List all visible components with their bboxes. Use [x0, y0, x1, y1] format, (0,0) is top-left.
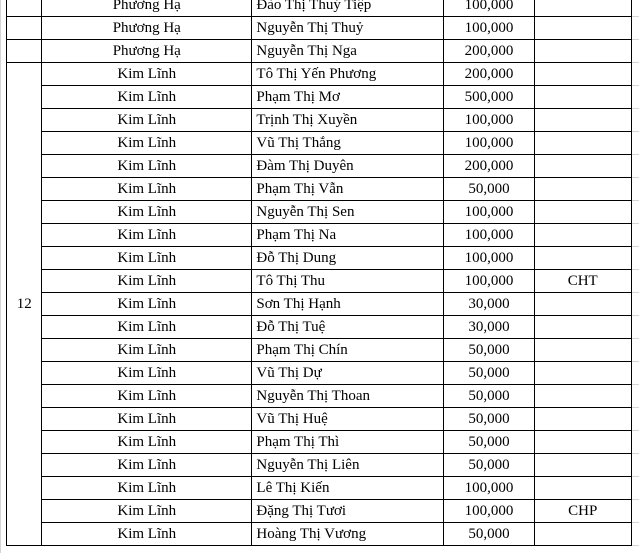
table-row[interactable]	[1, 155, 639, 178]
name-cell[interactable]: Đặng Thị Tươi	[252, 500, 444, 523]
amount-cell[interactable]: 100,000	[444, 109, 534, 132]
table-row[interactable]	[1, 523, 639, 546]
note-cell[interactable]	[534, 385, 631, 408]
row-gap-cell	[1, 224, 7, 247]
name-cell[interactable]: Vũ Thị Huệ	[252, 408, 444, 431]
note-cell[interactable]	[534, 477, 631, 500]
name-cell[interactable]: Tô Thị Thu	[252, 270, 444, 293]
table-row[interactable]	[1, 477, 639, 500]
amount-cell[interactable]: 50,000	[444, 362, 534, 385]
note-cell[interactable]	[534, 224, 631, 247]
row-gap-cell	[1, 293, 7, 316]
table-body	[1, 0, 639, 546]
row-gap-cell	[1, 270, 7, 293]
unit-cell[interactable]: Kim Lĩnh	[42, 316, 252, 339]
unit-cell[interactable]: Kim Lĩnh	[42, 477, 252, 500]
table-row[interactable]	[1, 63, 639, 86]
unit-cell[interactable]: Kim Lĩnh	[42, 454, 252, 477]
amount-cell[interactable]: 500,000	[444, 86, 534, 109]
name-cell[interactable]: Nguyễn Thị Nga	[252, 40, 444, 63]
stt-cell[interactable]	[7, 40, 42, 63]
note-cell[interactable]	[534, 408, 631, 431]
unit-cell[interactable]: Kim Lĩnh	[42, 408, 252, 431]
table-row[interactable]	[1, 224, 639, 247]
note-cell[interactable]	[534, 178, 631, 201]
note-cell[interactable]	[534, 247, 631, 270]
table-row[interactable]	[1, 316, 639, 339]
name-cell[interactable]: Lê Thị Kiến	[252, 477, 444, 500]
table-row[interactable]	[1, 408, 639, 431]
row-gap-cell	[1, 431, 7, 454]
unit-cell[interactable]: Phương Hạ	[42, 40, 252, 63]
note-cell[interactable]	[534, 63, 631, 86]
amount-cell[interactable]: 50,000	[444, 339, 534, 362]
row-gap-cell	[1, 408, 7, 431]
amount-cell[interactable]: 100,000	[444, 132, 534, 155]
stt-cell[interactable]	[7, 17, 42, 40]
row-edge-cell	[631, 293, 639, 316]
unit-cell[interactable]: Kim Lĩnh	[42, 178, 252, 201]
row-gap-cell	[1, 132, 7, 155]
amount-cell[interactable]: 100,000	[444, 247, 534, 270]
row-gap-cell	[1, 500, 7, 523]
name-cell[interactable]: Vũ Thị Thắng	[252, 132, 444, 155]
amount-cell[interactable]: 100,000	[444, 201, 534, 224]
table-row[interactable]	[1, 247, 639, 270]
table-row[interactable]	[1, 431, 639, 454]
row-gap-cell	[1, 109, 7, 132]
row-edge-cell	[631, 247, 639, 270]
unit-cell[interactable]: Kim Lĩnh	[42, 431, 252, 454]
name-cell[interactable]: Phạm Thị Thì	[252, 431, 444, 454]
row-gap-cell	[1, 362, 7, 385]
name-cell[interactable]: Phạm Thị Chín	[252, 339, 444, 362]
unit-cell[interactable]: Kim Lĩnh	[42, 523, 252, 546]
row-edge-cell	[631, 224, 639, 247]
amount-cell[interactable]: 200,000	[444, 40, 534, 63]
unit-cell[interactable]: Kim Lĩnh	[42, 270, 252, 293]
row-gap-cell	[1, 339, 7, 362]
row-gap-cell	[1, 523, 7, 546]
row-edge-cell	[631, 339, 639, 362]
unit-cell[interactable]: Kim Lĩnh	[42, 132, 252, 155]
amount-cell[interactable]: 50,000	[444, 523, 534, 546]
note-cell[interactable]: CHT	[534, 270, 631, 293]
row-edge-cell	[631, 477, 639, 500]
row-edge-cell	[631, 86, 639, 109]
amount-cell[interactable]: 50,000	[444, 385, 534, 408]
table-row[interactable]	[1, 270, 639, 293]
table-row[interactable]	[1, 500, 639, 523]
unit-cell[interactable]: Kim Lĩnh	[42, 339, 252, 362]
note-cell[interactable]	[534, 316, 631, 339]
row-edge-cell	[631, 40, 639, 63]
unit-cell[interactable]: Kim Lĩnh	[42, 293, 252, 316]
note-cell[interactable]	[534, 362, 631, 385]
unit-cell[interactable]: Kim Lĩnh	[42, 362, 252, 385]
row-gap-cell	[1, 155, 7, 178]
amount-cell[interactable]: 100,000	[444, 0, 534, 17]
row-gap-cell	[1, 477, 7, 500]
row-edge-cell	[631, 155, 639, 178]
name-cell[interactable]: Nguyễn Thị Sen	[252, 201, 444, 224]
row-edge-cell	[631, 109, 639, 132]
row-gap-cell	[1, 178, 7, 201]
row-edge-cell	[631, 454, 639, 477]
name-cell[interactable]: Đàm Thị Duyên	[252, 155, 444, 178]
row-edge-cell	[631, 270, 639, 293]
amount-cell[interactable]: 100,000	[444, 270, 534, 293]
unit-cell[interactable]: Kim Lĩnh	[42, 86, 252, 109]
name-cell[interactable]: Nguyễn Thị Thuỷ	[252, 17, 444, 40]
note-cell[interactable]	[534, 431, 631, 454]
note-cell[interactable]	[534, 155, 631, 178]
unit-cell[interactable]: Phương Hạ	[42, 17, 252, 40]
name-cell[interactable]: Đỗ Thị Dung	[252, 247, 444, 270]
note-cell[interactable]	[534, 86, 631, 109]
row-edge-cell	[631, 0, 639, 17]
amount-cell[interactable]: 30,000	[444, 316, 534, 339]
row-gap-cell	[1, 316, 7, 339]
unit-cell[interactable]: Kim Lĩnh	[42, 385, 252, 408]
table-row[interactable]	[1, 201, 639, 224]
row-edge-cell	[631, 201, 639, 224]
amount-cell[interactable]: 100,000	[444, 17, 534, 40]
name-cell[interactable]: Hoàng Thị Vương	[252, 523, 444, 546]
row-edge-cell	[631, 316, 639, 339]
note-cell[interactable]	[534, 40, 631, 63]
note-cell[interactable]	[534, 0, 631, 17]
unit-cell[interactable]: Kim Lĩnh	[42, 224, 252, 247]
row-edge-cell	[631, 132, 639, 155]
note-cell[interactable]	[534, 17, 631, 40]
row-edge-cell	[631, 362, 639, 385]
unit-cell[interactable]: Phương Hạ	[42, 0, 252, 17]
stt-cell-group[interactable]: 12	[7, 63, 42, 546]
table-row[interactable]	[1, 17, 639, 40]
amount-cell[interactable]: 100,000	[444, 477, 534, 500]
table-row[interactable]	[1, 362, 639, 385]
row-edge-cell	[631, 431, 639, 454]
note-cell[interactable]	[534, 132, 631, 155]
table-row[interactable]	[1, 132, 639, 155]
name-cell[interactable]: Vũ Thị Dự	[252, 362, 444, 385]
note-cell[interactable]: CHP	[534, 500, 631, 523]
note-cell[interactable]	[534, 523, 631, 546]
note-cell[interactable]	[534, 201, 631, 224]
name-cell[interactable]: Phạm Thị Vẫn	[252, 178, 444, 201]
unit-cell[interactable]: Kim Lĩnh	[42, 247, 252, 270]
note-cell[interactable]	[534, 339, 631, 362]
row-edge-cell	[631, 385, 639, 408]
table-row[interactable]	[1, 454, 639, 477]
name-cell[interactable]: Đỗ Thị Tuệ	[252, 316, 444, 339]
row-edge-cell	[631, 408, 639, 431]
name-cell[interactable]: Đào Thị Thuý Tiệp	[252, 0, 444, 17]
row-edge-cell	[631, 63, 639, 86]
amount-cell[interactable]: 30,000	[444, 293, 534, 316]
name-cell[interactable]: Sơn Thị Hạnh	[252, 293, 444, 316]
amount-cell[interactable]: 50,000	[444, 408, 534, 431]
row-gap-cell	[1, 454, 7, 477]
table-row[interactable]	[1, 178, 639, 201]
amount-cell[interactable]: 50,000	[444, 454, 534, 477]
note-cell[interactable]	[534, 109, 631, 132]
amount-cell[interactable]: 200,000	[444, 155, 534, 178]
table-row[interactable]	[1, 339, 639, 362]
name-cell[interactable]: Nguyễn Thị Liên	[252, 454, 444, 477]
amount-cell[interactable]: 50,000	[444, 431, 534, 454]
amount-cell[interactable]: 200,000	[444, 63, 534, 86]
name-cell[interactable]: Nguyễn Thị Thoan	[252, 385, 444, 408]
table-row[interactable]	[1, 109, 639, 132]
table-row[interactable]	[1, 293, 639, 316]
row-gap-cell	[1, 247, 7, 270]
amount-cell[interactable]: 100,000	[444, 224, 534, 247]
name-cell[interactable]: Trịnh Thị Xuyền	[252, 109, 444, 132]
unit-cell[interactable]: Kim Lĩnh	[42, 155, 252, 178]
table-row[interactable]	[1, 0, 639, 17]
amount-cell[interactable]: 50,000	[444, 178, 534, 201]
table-row[interactable]	[1, 385, 639, 408]
name-cell[interactable]: Phạm Thị Na	[252, 224, 444, 247]
note-cell[interactable]	[534, 293, 631, 316]
unit-cell[interactable]: Kim Lĩnh	[42, 63, 252, 86]
amount-cell[interactable]: 100,000	[444, 500, 534, 523]
table-row[interactable]	[1, 40, 639, 63]
row-gap-cell	[1, 86, 7, 109]
row-edge-cell	[631, 523, 639, 546]
row-gap-cell	[1, 201, 7, 224]
name-cell[interactable]: Tô Thị Yến Phương	[252, 63, 444, 86]
unit-cell[interactable]: Kim Lĩnh	[42, 500, 252, 523]
row-gap-cell	[1, 385, 7, 408]
table-row[interactable]	[1, 86, 639, 109]
row-edge-cell	[631, 17, 639, 40]
row-edge-cell	[631, 178, 639, 201]
stt-cell[interactable]	[7, 0, 42, 17]
row-edge-cell	[631, 500, 639, 523]
unit-cell[interactable]: Kim Lĩnh	[42, 201, 252, 224]
name-cell[interactable]: Phạm Thị Mơ	[252, 86, 444, 109]
note-cell[interactable]	[534, 454, 631, 477]
unit-cell[interactable]: Kim Lĩnh	[42, 109, 252, 132]
